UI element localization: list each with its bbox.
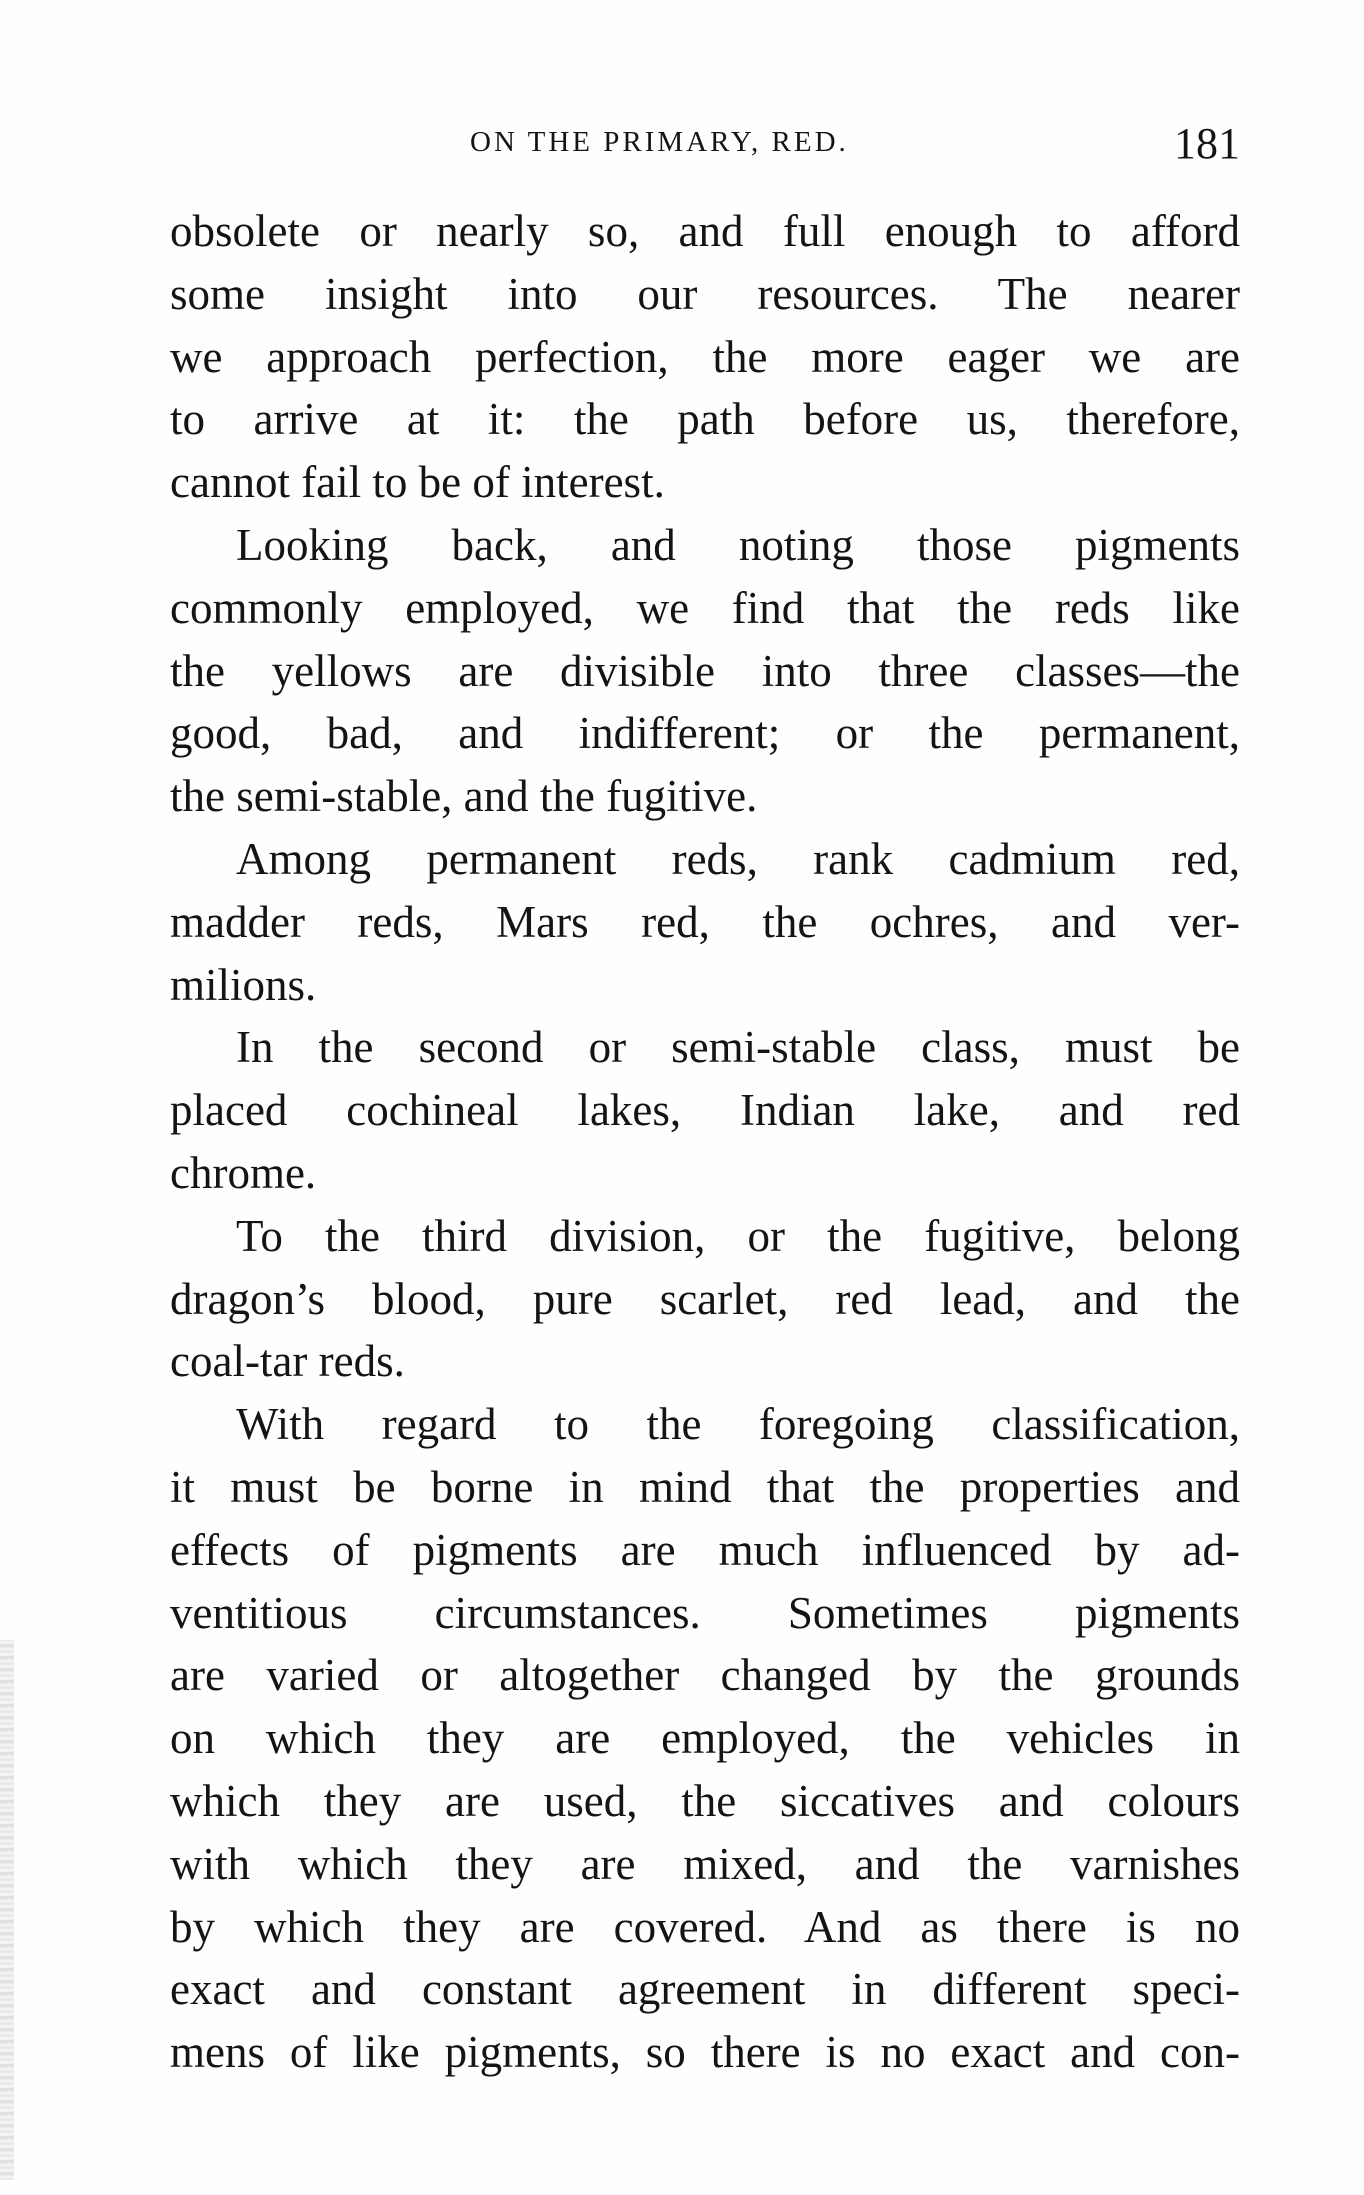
text-line: good, bad, and indifferent; or the permanent, bbox=[170, 708, 1240, 759]
text-line: placed cochineal lakes, Indian lake, and red bbox=[170, 1085, 1240, 1136]
text-line: which they are used, the siccatives and colours bbox=[170, 1775, 1240, 1826]
running-title: ON THE PRIMARY, RED. bbox=[470, 126, 849, 158]
text-line: Among permanent reds, rank cadmium red, bbox=[236, 833, 1240, 884]
text-line: To the third division, or the fugitive, belong bbox=[236, 1210, 1240, 1261]
text-line: dragon’s blood, pure scarlet, red lead, and the bbox=[170, 1273, 1240, 1324]
text-line: the yellows are divisible into three classes—the bbox=[170, 645, 1240, 696]
scan-edge-shadow bbox=[0, 1640, 14, 2180]
text-line: obsolete or nearly so, and full enough to afford bbox=[170, 206, 1240, 256]
text-line: with which they are mixed, and the varnishes bbox=[170, 1838, 1240, 1889]
text-line: Looking back, and noting those pigments bbox=[236, 519, 1240, 570]
text-line: ventitious circumstances. Sometimes pigments bbox=[170, 1587, 1240, 1638]
text-line: the semi-stable, and the fugitive. bbox=[170, 771, 758, 822]
text-line: it must be borne in mind that the properties and bbox=[170, 1461, 1240, 1512]
paragraph-semi-stable bbox=[170, 1016, 1240, 1204]
text-line: madder reds, Mars red, the ochres, and ver- bbox=[170, 896, 1240, 947]
text-line: to arrive at it: the path before us, therefore, bbox=[170, 394, 1240, 445]
text-line: mens of like pigments, so there is no exact and con- bbox=[170, 2027, 1240, 2078]
text-line: on which they are employed, the vehicles in bbox=[170, 1713, 1240, 1764]
running-head bbox=[170, 118, 1240, 178]
text-line: chrome. bbox=[170, 1147, 317, 1198]
text-line: effects of pigments are much influenced by ad- bbox=[170, 1524, 1240, 1575]
paragraph-permanent-reds bbox=[170, 828, 1240, 1016]
paragraph-fugitive bbox=[170, 1205, 1240, 1393]
text-line: some insight into our resources. The nearer bbox=[170, 268, 1240, 319]
text-line: exact and constant agreement in different speci- bbox=[170, 1964, 1240, 2015]
text-line: milions. bbox=[170, 959, 317, 1010]
page-number: 181 bbox=[1174, 119, 1240, 168]
paragraph-classes bbox=[170, 514, 1240, 828]
text-line: With regard to the foregoing classification, bbox=[236, 1399, 1240, 1450]
text-line: we approach perfection, the more eager we are bbox=[170, 331, 1240, 382]
text-line: by which they are covered. And as there is no bbox=[170, 1901, 1240, 1952]
body-text bbox=[170, 200, 1240, 2084]
text-line: coal-tar reds. bbox=[170, 1336, 405, 1387]
text-line: are varied or altogether changed by the grounds bbox=[170, 1650, 1240, 1701]
paragraph-continuation bbox=[170, 200, 1240, 514]
text-line: In the second or semi-stable class, must be bbox=[236, 1022, 1240, 1073]
text-line: commonly employed, we find that the reds like bbox=[170, 582, 1240, 633]
text-line: cannot fail to be of interest. bbox=[170, 457, 665, 508]
paragraph-classification bbox=[170, 1393, 1240, 2084]
